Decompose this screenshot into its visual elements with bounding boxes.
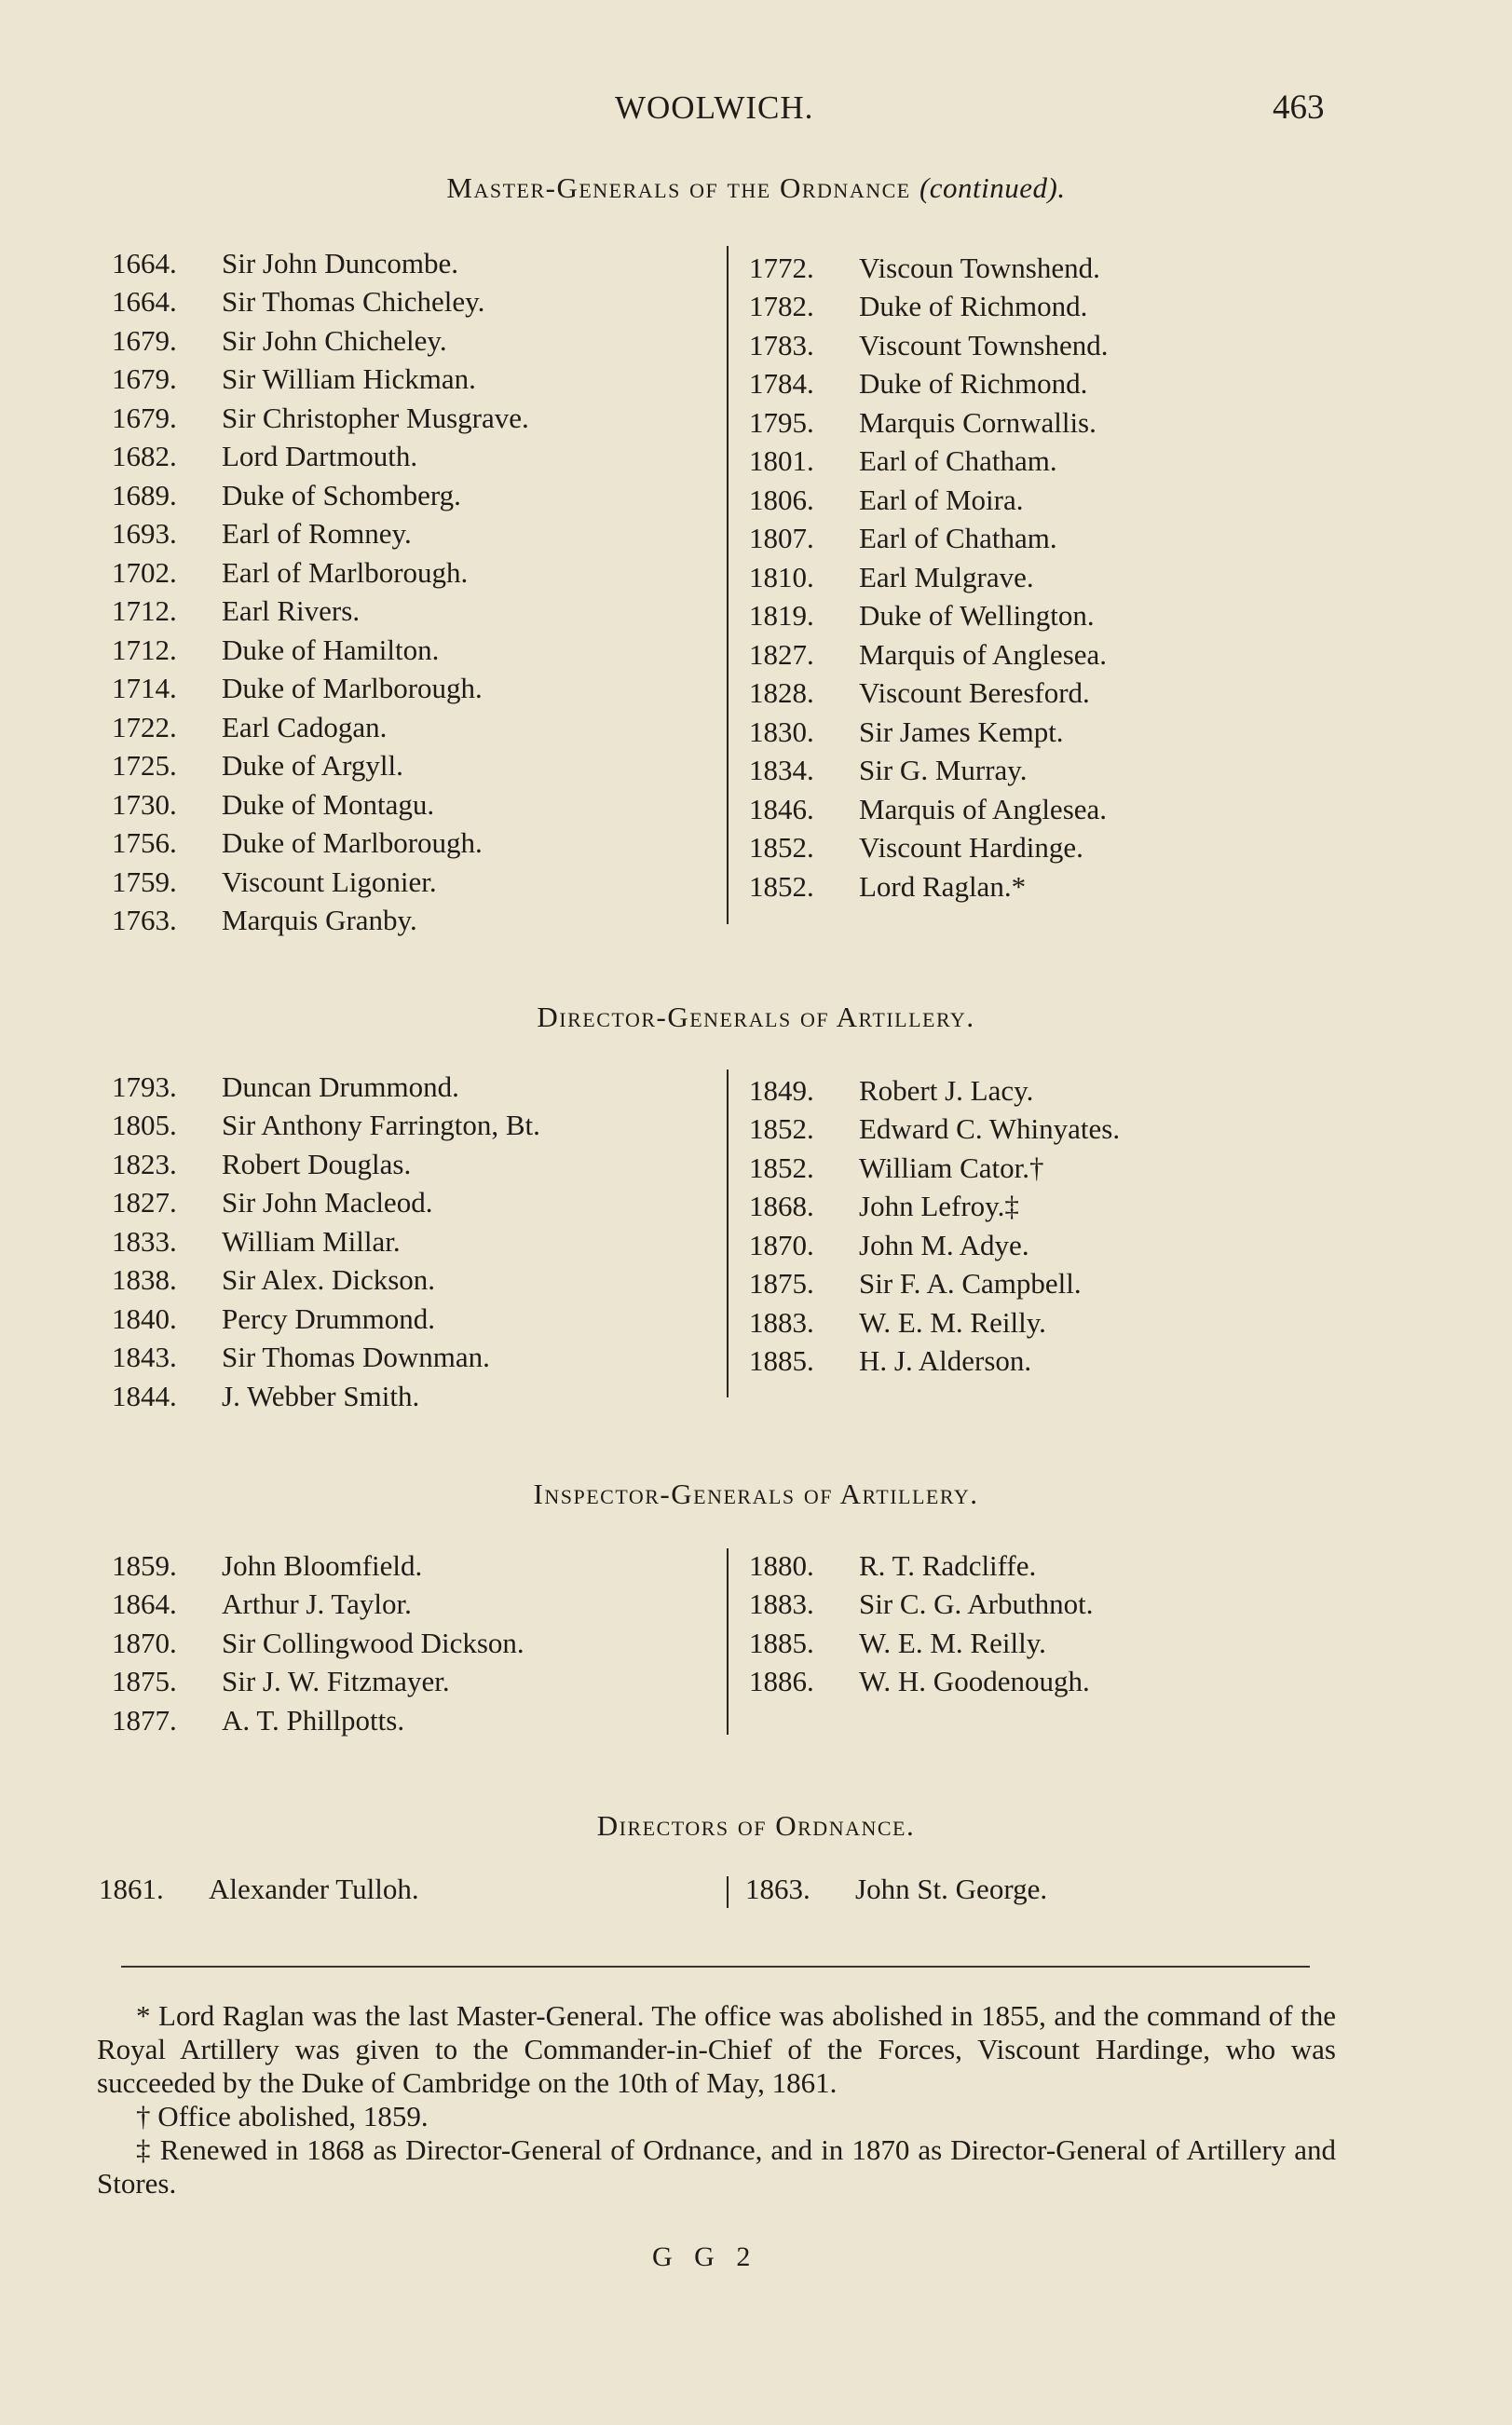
entry-year: 1886.: [749, 1665, 814, 1698]
entry-name: John M. Adye.: [859, 1228, 1029, 1261]
entry-name: Sir Collingwood Dickson.: [222, 1626, 524, 1659]
list-item: [749, 635, 1109, 674]
masters-right-column: [749, 249, 1109, 906]
entry-name: W. E. M. Reilly.: [859, 1626, 1046, 1659]
entry-year: 1827.: [749, 637, 814, 671]
entry-name: Robert J. Lacy.: [859, 1073, 1034, 1107]
list-item: [112, 1300, 540, 1339]
list-item: [112, 476, 529, 515]
entry-name: Sir Christopher Musgrave.: [222, 401, 529, 434]
entry-name: Duke of Marlborough.: [222, 672, 483, 705]
entry-year: 1793.: [112, 1069, 177, 1103]
entry-year: 1759.: [112, 865, 177, 898]
list-item: [112, 670, 529, 709]
directors-artillery-right-column: [749, 1071, 1120, 1381]
list-item: [112, 785, 529, 824]
entry-name: Earl of Chatham.: [859, 444, 1057, 478]
list-item: [749, 829, 1109, 868]
list-item: [749, 1188, 1120, 1227]
list-item: [112, 1261, 540, 1301]
list-item: [112, 515, 529, 554]
entry-year: 1806.: [749, 483, 814, 516]
inspectors-right-column: [749, 1546, 1093, 1701]
directors-ordnance-right-column: [745, 1870, 1047, 1909]
entry-name: H. J. Alderson.: [859, 1344, 1032, 1378]
list-item: [749, 713, 1109, 752]
entry-year: 1682.: [112, 440, 177, 473]
masters-left-column: [112, 244, 529, 940]
entry-year: 1861.: [99, 1872, 164, 1905]
masters-title: Master-Generals of the Ordnance: [446, 171, 911, 204]
entry-year: 1772.: [749, 251, 814, 284]
entry-name: J. Webber Smith.: [222, 1379, 420, 1412]
list-item: [112, 631, 529, 670]
entry-year: 1870.: [112, 1626, 177, 1659]
list-item: [749, 481, 1109, 520]
entry-year: 1679.: [112, 323, 177, 357]
list-item: [749, 403, 1109, 443]
entry-year: 1810.: [749, 560, 814, 593]
entry-name: Earl Rivers.: [222, 594, 361, 628]
footnote-double-dagger: ‡ Renewed in 1868 as Director-General of Ordnance, and in 1870 as Director-General of Artillery and Stores.: [97, 2133, 1336, 2200]
entry-name: Earl Mulgrave.: [859, 560, 1034, 593]
entry-year: 1859.: [112, 1548, 177, 1582]
list-item: [749, 326, 1109, 365]
entry-name: Viscount Ligonier.: [222, 865, 437, 898]
list-item: [112, 1377, 540, 1416]
entry-year: 1702.: [112, 555, 177, 589]
page-header: [0, 89, 1512, 136]
entry-name: Duke of Schomberg.: [222, 478, 461, 511]
entry-year: 1807.: [749, 522, 814, 555]
list-item: [112, 863, 529, 902]
list-item: [112, 1663, 524, 1702]
entry-name: Duke of Richmond.: [859, 290, 1088, 323]
entry-name: W. E. M. Reilly.: [859, 1305, 1046, 1339]
entry-name: Duke of Argyll.: [222, 749, 403, 783]
entry-year: 1852.: [749, 1151, 814, 1184]
entry-year: 1868.: [749, 1190, 814, 1223]
list-item: [749, 520, 1109, 559]
column-divider: [727, 1548, 729, 1735]
list-item: [112, 1184, 540, 1223]
entry-year: 1664.: [112, 285, 177, 319]
entry-year: 1834.: [749, 754, 814, 787]
directors-artillery-left-column: [112, 1068, 540, 1416]
entry-year: 1827.: [112, 1186, 177, 1219]
entry-year: 1679.: [112, 362, 177, 396]
entry-name: Sir John Macleod.: [222, 1186, 433, 1219]
entry-name: Duke of Richmond.: [859, 367, 1088, 401]
list-item: [112, 438, 529, 477]
entry-name: Lord Raglan.*: [859, 869, 1027, 903]
entry-name: Sir Thomas Downman.: [222, 1341, 490, 1374]
entry-year: 1849.: [749, 1073, 814, 1107]
list-item: [112, 1107, 540, 1146]
entry-name: Duncan Drummond.: [222, 1069, 459, 1103]
entry-year: 1838.: [112, 1263, 177, 1297]
list-item: [749, 1265, 1120, 1304]
list-item: [112, 1701, 524, 1740]
entry-year: 1783.: [749, 328, 814, 361]
entry-name: Earl of Moira.: [859, 483, 1024, 516]
entry-name: Sir John Chicheley.: [222, 323, 447, 357]
list-item: [112, 708, 529, 747]
list-item: [749, 365, 1109, 404]
entry-name: Marquis Granby.: [222, 904, 417, 937]
list-item: [112, 321, 529, 361]
entry-name: Edward C. Whinyates.: [859, 1112, 1121, 1146]
inspectors-left-column: [112, 1546, 524, 1740]
entry-year: 1823.: [112, 1147, 177, 1180]
entry-name: Sir G. Murray.: [859, 754, 1028, 787]
entry-year: 1852.: [749, 1112, 814, 1146]
entry-year: 1664.: [112, 246, 177, 279]
entry-year: 1875.: [749, 1267, 814, 1301]
entry-name: Sir William Hickman.: [222, 362, 476, 396]
list-item: [749, 1303, 1120, 1342]
list-item: [749, 1663, 1093, 1702]
directors-ordnance-heading: Directors of Ordnance.: [596, 1809, 916, 1842]
list-item: [749, 288, 1109, 327]
list-item: [112, 399, 529, 438]
masters-title-suffix: (continued).: [919, 171, 1066, 204]
entry-year: 1883.: [749, 1305, 814, 1339]
list-item: [112, 1339, 540, 1378]
entry-name: Duke of Wellington.: [859, 599, 1095, 633]
list-item: [112, 824, 529, 864]
list-item: [749, 1546, 1093, 1586]
column-divider: [727, 1069, 729, 1397]
footnote-dagger: † Office abolished, 1859.: [136, 2100, 429, 2132]
list-item: [112, 361, 529, 400]
list-item: [112, 553, 529, 593]
entry-name: Viscount Beresford.: [859, 676, 1090, 710]
entry-name: William Cator.†: [859, 1151, 1044, 1184]
entry-name: Duke of Marlborough.: [222, 826, 483, 860]
entry-year: 1830.: [749, 715, 814, 748]
list-item: [749, 1149, 1120, 1188]
entry-year: 1679.: [112, 401, 177, 434]
entry-name: Marquis of Anglesea.: [859, 792, 1108, 825]
entry-year: 1852.: [749, 869, 814, 903]
list-item: [749, 867, 1109, 906]
entry-year: 1870.: [749, 1228, 814, 1261]
list-item: [112, 747, 529, 786]
running-head: WOOLWICH.: [615, 89, 814, 126]
entry-year: 1805.: [112, 1109, 177, 1142]
entry-name: John St. George.: [855, 1872, 1048, 1905]
entry-name: Viscount Hardinge.: [859, 831, 1083, 865]
list-item: [749, 443, 1109, 482]
entry-year: 1828.: [749, 676, 814, 710]
entry-name: Marquis Cornwallis.: [859, 405, 1097, 439]
entry-name: Sir James Kempt.: [859, 715, 1064, 748]
entry-name: Arthur J. Taylor.: [222, 1587, 412, 1621]
entry-name: Alexander Tulloh.: [209, 1872, 419, 1905]
list-item: [749, 752, 1109, 791]
column-divider: [727, 246, 729, 924]
footnotes: [97, 1999, 1336, 2200]
entry-name: R. T. Radcliffe.: [859, 1548, 1037, 1582]
footnote-rule: [121, 1966, 1310, 1968]
entry-name: Sir John Duncombe.: [222, 246, 459, 279]
entry-year: 1756.: [112, 826, 177, 860]
entry-name: Earl of Marlborough.: [222, 555, 469, 589]
entry-name: Viscount Townshend.: [859, 328, 1109, 361]
list-item: [749, 1226, 1120, 1265]
list-item: [112, 1546, 524, 1586]
entry-year: 1693.: [112, 517, 177, 551]
list-item: [112, 1145, 540, 1184]
entry-year: 1875.: [112, 1665, 177, 1698]
entry-year: 1730.: [112, 787, 177, 821]
entry-name: A. T. Phillpotts.: [222, 1703, 405, 1737]
list-item: [112, 1068, 540, 1107]
list-item: [112, 244, 529, 283]
entry-name: Marquis of Anglesea.: [859, 637, 1108, 671]
entry-year: 1819.: [749, 599, 814, 633]
entry-year: 1852.: [749, 831, 814, 865]
entry-name: Duke of Hamilton.: [222, 633, 440, 666]
page-number: 463: [1273, 89, 1325, 127]
inspectors-heading: Inspector-Generals of Artillery.: [533, 1478, 979, 1510]
entry-year: 1833.: [112, 1224, 177, 1258]
list-item: [749, 1110, 1120, 1150]
entry-name: William Millar.: [222, 1224, 401, 1258]
entry-year: 1689.: [112, 478, 177, 511]
entry-name: Sir F. A. Campbell.: [859, 1267, 1082, 1301]
list-item: [749, 558, 1109, 597]
list-item: [112, 902, 529, 941]
entry-year: 1843.: [112, 1341, 177, 1374]
entry-name: Earl Cadogan.: [222, 710, 388, 743]
entry-name: Lord Dartmouth.: [222, 440, 418, 473]
entry-year: 1877.: [112, 1703, 177, 1737]
entry-year: 1795.: [749, 405, 814, 439]
list-item: [749, 597, 1109, 636]
entry-year: 1712.: [112, 594, 177, 628]
entry-year: 1763.: [112, 904, 177, 937]
list-item: [749, 1624, 1093, 1663]
entry-name: Sir Alex. Dickson.: [222, 1263, 436, 1297]
list-item: [112, 1624, 524, 1663]
entry-year: 1883.: [749, 1587, 814, 1621]
entry-name: John Bloomfield.: [222, 1548, 423, 1582]
entry-year: 1782.: [749, 290, 814, 323]
entry-year: 1714.: [112, 672, 177, 705]
entry-year: 1840.: [112, 1301, 177, 1335]
entry-name: Duke of Montagu.: [222, 787, 435, 821]
list-item: [749, 249, 1109, 288]
list-item: [112, 1222, 540, 1261]
signature-mark: G G 2: [652, 2241, 758, 2272]
list-item: [749, 1071, 1120, 1110]
entry-name: John Lefroy.‡: [859, 1190, 1019, 1223]
entry-name: W. H. Goodenough.: [859, 1665, 1090, 1698]
entry-year: 1846.: [749, 792, 814, 825]
list-item: [749, 674, 1109, 714]
entry-name: Earl of Romney.: [222, 517, 412, 551]
list-item: [749, 790, 1109, 829]
list-item: [749, 1586, 1093, 1625]
entry-name: Sir Anthony Farrington, Bt.: [222, 1109, 540, 1142]
entry-year: 1880.: [749, 1548, 814, 1582]
list-item: [112, 283, 529, 322]
entry-year: 1722.: [112, 710, 177, 743]
list-item: [745, 1870, 1047, 1909]
entry-year: 1784.: [749, 367, 814, 401]
column-divider: [727, 1876, 729, 1908]
list-item: [99, 1870, 419, 1909]
entry-name: Percy Drummond.: [222, 1301, 436, 1335]
entry-year: 1844.: [112, 1379, 177, 1412]
entry-name: Sir Thomas Chicheley.: [222, 285, 485, 319]
entry-year: 1863.: [745, 1872, 810, 1905]
list-item: [749, 1342, 1120, 1382]
entry-year: 1725.: [112, 749, 177, 783]
directors-ordnance-left-column: [99, 1870, 419, 1909]
entry-year: 1885.: [749, 1626, 814, 1659]
entry-name: Sir C. G. Arbuthnot.: [859, 1587, 1094, 1621]
directors-artillery-heading: Director-Generals of Artillery.: [537, 1001, 975, 1033]
entry-name: Sir J. W. Fitzmayer.: [222, 1665, 450, 1698]
entry-name: Earl of Chatham.: [859, 522, 1057, 555]
list-item: [112, 593, 529, 632]
entry-year: 1712.: [112, 633, 177, 666]
masters-heading: [0, 171, 1512, 205]
entry-year: 1885.: [749, 1344, 814, 1378]
footnote-asterisk: * Lord Raglan was the last Master-General. The office was abolished in 1855, and the command of the Royal Artillery was given to the Commander-in-Chief of the Forces, Viscount Hardinge, who was succeeded by the Duke of Cambridge on the 10th of May, 1861.: [97, 1999, 1336, 2099]
entry-name: Viscoun Townshend.: [859, 251, 1100, 284]
entry-year: 1801.: [749, 444, 814, 478]
entry-name: Robert Douglas.: [222, 1147, 412, 1180]
entry-year: 1864.: [112, 1587, 177, 1621]
list-item: [112, 1586, 524, 1625]
